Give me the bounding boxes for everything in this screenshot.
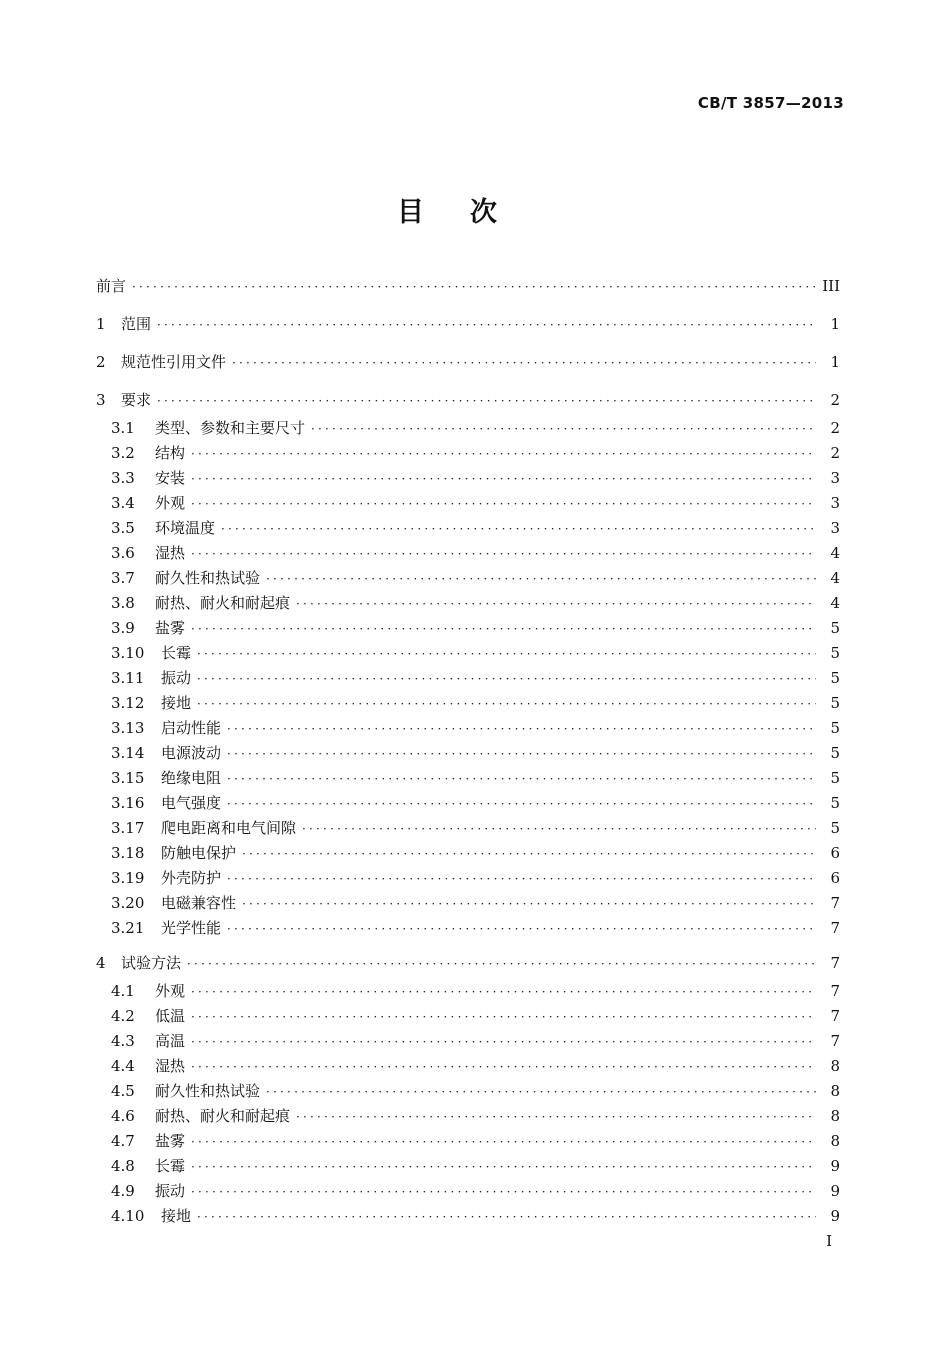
toc-entry-number: 3.21 <box>111 919 145 937</box>
dot-leader <box>191 442 816 467</box>
toc-entry-title: 试验方法 <box>121 954 182 972</box>
toc-entry-number: 3.16 <box>111 794 145 812</box>
toc-entry[interactable] <box>96 766 840 791</box>
toc-entry-title: 结构 <box>155 444 186 462</box>
toc-entry[interactable] <box>96 491 840 516</box>
toc-entry-title: 外观 <box>155 982 186 1000</box>
toc-entry-page: 5 <box>830 819 840 837</box>
toc-entry-title: 盐雾 <box>155 619 186 637</box>
toc-entry-number: 3.14 <box>111 744 145 762</box>
toc-entry[interactable] <box>96 791 840 816</box>
toc-entry[interactable] <box>96 841 840 866</box>
toc-entry[interactable] <box>96 1029 840 1054</box>
dot-leader <box>191 1005 816 1030</box>
toc-entry-title: 电气强度 <box>161 794 222 812</box>
dot-leader <box>197 642 816 667</box>
toc-entry-page: 5 <box>830 769 840 787</box>
dot-leader <box>227 717 816 742</box>
dot-leader <box>296 592 816 617</box>
toc-entry-number: 3.13 <box>111 719 145 737</box>
toc-entry[interactable] <box>96 346 840 378</box>
toc-entry-title: 安装 <box>155 469 186 487</box>
dot-leader <box>311 417 816 442</box>
toc-entry[interactable] <box>96 270 840 302</box>
toc-entry-number: 3.5 <box>111 519 135 537</box>
dot-leader <box>191 542 816 567</box>
toc-entry-title: 振动 <box>155 1182 186 1200</box>
toc-entry-page: 8 <box>830 1082 840 1100</box>
toc-entry-title: 防触电保护 <box>161 844 237 862</box>
toc-entry-page: 7 <box>830 1007 840 1025</box>
toc-entry-number: 4.5 <box>111 1082 135 1100</box>
toc-entry[interactable] <box>96 1004 840 1029</box>
toc-entry-page: 6 <box>830 844 840 862</box>
toc-entry[interactable] <box>96 1129 840 1154</box>
toc-entry-number: 4.8 <box>111 1157 135 1175</box>
toc-entry-number: 4 <box>96 954 106 972</box>
toc-entry-page: 5 <box>830 719 840 737</box>
dot-leader <box>227 917 816 942</box>
toc-entry-title: 外壳防护 <box>161 869 222 887</box>
toc-entry[interactable] <box>96 741 840 766</box>
dot-leader <box>197 667 816 692</box>
toc-entry-page: 7 <box>830 894 840 912</box>
toc-entry-page: 4 <box>830 544 840 562</box>
toc-entry-number: 3.18 <box>111 844 145 862</box>
toc-entry-title: 前言 <box>96 277 127 295</box>
toc-entry-title: 电磁兼容性 <box>161 894 237 912</box>
toc-entry-title: 环境温度 <box>155 519 216 537</box>
toc-entry-title: 光学性能 <box>161 919 222 937</box>
dot-leader <box>187 948 816 980</box>
toc-entry-title: 耐久性和热试验 <box>155 1082 261 1100</box>
toc-entry-page: 7 <box>830 919 840 937</box>
toc-entry-page: 2 <box>830 419 840 437</box>
dot-leader <box>157 385 816 417</box>
toc-entry-title: 长霉 <box>161 644 192 662</box>
toc-entry-title: 低温 <box>155 1007 186 1025</box>
toc-entry-number: 1 <box>96 315 106 333</box>
toc-entry-number: 3.20 <box>111 894 145 912</box>
toc-entry-number: 4.4 <box>111 1057 135 1075</box>
dot-leader <box>197 692 816 717</box>
toc-entry[interactable] <box>96 816 840 841</box>
dot-leader <box>266 567 816 592</box>
toc-entry-page: 9 <box>830 1182 840 1200</box>
toc-entry-title: 类型、参数和主要尺寸 <box>155 419 306 437</box>
toc-entry-number: 3.7 <box>111 569 135 587</box>
toc-entry-page: 3 <box>830 494 840 512</box>
toc-entry[interactable] <box>96 866 840 891</box>
toc-entry-page: 8 <box>830 1132 840 1150</box>
toc-entry[interactable] <box>96 891 840 916</box>
toc-entry-title: 规范性引用文件 <box>121 353 227 371</box>
toc-entry-page: 5 <box>830 669 840 687</box>
toc-entry-page: 7 <box>830 954 840 972</box>
toc-entry[interactable] <box>96 1179 840 1204</box>
toc-entry-title: 耐热、耐火和耐起痕 <box>155 594 291 612</box>
toc-entry-page: 6 <box>830 869 840 887</box>
toc-entry-page: 5 <box>830 619 840 637</box>
dot-leader <box>191 1155 816 1180</box>
toc-entry-title: 耐久性和热试验 <box>155 569 261 587</box>
table-of-contents <box>96 270 840 1229</box>
toc-entry-number: 2 <box>96 353 106 371</box>
toc-entry-number: 4.6 <box>111 1107 135 1125</box>
toc-entry-title: 振动 <box>161 669 192 687</box>
toc-entry-page: 5 <box>830 744 840 762</box>
toc-entry-number: 3.9 <box>111 619 135 637</box>
toc-entry[interactable] <box>96 616 840 641</box>
toc-entry-page: 3 <box>830 519 840 537</box>
dot-leader <box>132 271 816 303</box>
dot-leader <box>191 1030 816 1055</box>
toc-entry[interactable] <box>96 308 840 340</box>
toc-entry-number: 3.2 <box>111 444 135 462</box>
dot-leader <box>227 742 816 767</box>
toc-entry[interactable] <box>96 691 840 716</box>
dot-leader <box>157 309 816 341</box>
toc-entry-page: 7 <box>830 1032 840 1050</box>
toc-entry-number: 3.1 <box>111 419 135 437</box>
toc-entry-title: 范围 <box>121 315 152 333</box>
toc-entry-title: 长霉 <box>155 1157 186 1175</box>
standard-code: CB/T 3857—2013 <box>697 94 844 112</box>
page-number: I <box>826 1232 832 1250</box>
toc-entry-number: 3.11 <box>111 669 145 687</box>
dot-leader <box>266 1080 816 1105</box>
dot-leader <box>302 817 816 842</box>
dot-leader <box>191 1180 816 1205</box>
toc-entry-number: 3.19 <box>111 869 145 887</box>
toc-entry[interactable] <box>96 947 840 979</box>
toc-entry-page: 2 <box>830 444 840 462</box>
toc-entry[interactable] <box>96 384 840 416</box>
toc-entry-number: 3.8 <box>111 594 135 612</box>
toc-entry-title: 要求 <box>121 391 152 409</box>
toc-entry-number: 3.12 <box>111 694 145 712</box>
dot-leader <box>242 892 816 917</box>
toc-entry-title: 高温 <box>155 1032 186 1050</box>
toc-entry[interactable] <box>96 716 840 741</box>
toc-entry-number: 4.2 <box>111 1007 135 1025</box>
toc-entry-page: 4 <box>830 569 840 587</box>
toc-entry-page: 3 <box>830 469 840 487</box>
dot-leader <box>232 347 816 379</box>
toc-entry-title: 启动性能 <box>161 719 222 737</box>
toc-entry[interactable] <box>96 641 840 666</box>
toc-entry-title: 爬电距离和电气间隙 <box>161 819 297 837</box>
dot-leader <box>242 842 816 867</box>
dot-leader <box>227 792 816 817</box>
toc-entry-number: 3.3 <box>111 469 135 487</box>
dot-leader <box>221 517 816 542</box>
toc-entry-page: 8 <box>830 1107 840 1125</box>
toc-entry[interactable] <box>96 566 840 591</box>
toc-entry-page: 4 <box>830 594 840 612</box>
toc-entry-page: 8 <box>830 1057 840 1075</box>
toc-entry[interactable] <box>96 916 840 941</box>
toc-entry[interactable] <box>96 666 840 691</box>
toc-entry-title: 电源波动 <box>161 744 222 762</box>
toc-entry-number: 4.9 <box>111 1182 135 1200</box>
toc-entry-number: 4.1 <box>111 982 135 1000</box>
dot-leader <box>227 867 816 892</box>
toc-entry[interactable] <box>96 591 840 616</box>
dot-leader <box>197 1205 816 1230</box>
toc-entry[interactable] <box>96 466 840 491</box>
toc-entry[interactable] <box>96 1204 840 1229</box>
toc-entry-page: 5 <box>830 644 840 662</box>
toc-entry-title: 接地 <box>161 694 192 712</box>
dot-leader <box>191 467 816 492</box>
toc-entry-page: 1 <box>830 315 840 333</box>
toc-entry-number: 3.4 <box>111 494 135 512</box>
toc-entry-page: 1 <box>830 353 840 371</box>
toc-title: 目次 <box>397 197 543 228</box>
toc-entry[interactable] <box>96 979 840 1004</box>
toc-entry-number: 3.10 <box>111 644 145 662</box>
toc-entry-title: 接地 <box>161 1207 192 1225</box>
toc-entry-number: 3.15 <box>111 769 145 787</box>
dot-leader <box>296 1105 816 1130</box>
dot-leader <box>191 1130 816 1155</box>
dot-leader <box>191 492 816 517</box>
dot-leader <box>191 980 816 1005</box>
toc-entry-number: 3.17 <box>111 819 145 837</box>
toc-entry-page: 5 <box>830 794 840 812</box>
dot-leader <box>227 767 816 792</box>
toc-entry[interactable] <box>96 1054 840 1079</box>
toc-entry-title: 外观 <box>155 494 186 512</box>
toc-entry[interactable] <box>96 441 840 466</box>
dot-leader <box>191 1055 816 1080</box>
toc-entry-number: 4.3 <box>111 1032 135 1050</box>
toc-entry-page: 9 <box>830 1207 840 1225</box>
toc-entry-page: 9 <box>830 1157 840 1175</box>
toc-entry-title: 盐雾 <box>155 1132 186 1150</box>
toc-entry[interactable] <box>96 516 840 541</box>
toc-entry-title: 湿热 <box>155 1057 186 1075</box>
toc-entry-number: 3 <box>96 391 106 409</box>
toc-entry-page: 5 <box>830 694 840 712</box>
toc-entry[interactable] <box>96 416 840 441</box>
toc-entry-number: 3.6 <box>111 544 135 562</box>
dot-leader <box>191 617 816 642</box>
toc-entry-title: 绝缘电阻 <box>161 769 222 787</box>
toc-entry-page: III <box>822 277 840 295</box>
toc-entry[interactable] <box>96 1154 840 1179</box>
toc-entry-page: 7 <box>830 982 840 1000</box>
toc-entry-title: 湿热 <box>155 544 186 562</box>
toc-entry-number: 4.7 <box>111 1132 135 1150</box>
toc-entry-number: 4.10 <box>111 1207 145 1225</box>
toc-entry-title: 耐热、耐火和耐起痕 <box>155 1107 291 1125</box>
toc-entry[interactable] <box>96 541 840 566</box>
toc-entry[interactable] <box>96 1079 840 1104</box>
toc-entry[interactable] <box>96 1104 840 1129</box>
toc-entry-page: 2 <box>830 391 840 409</box>
